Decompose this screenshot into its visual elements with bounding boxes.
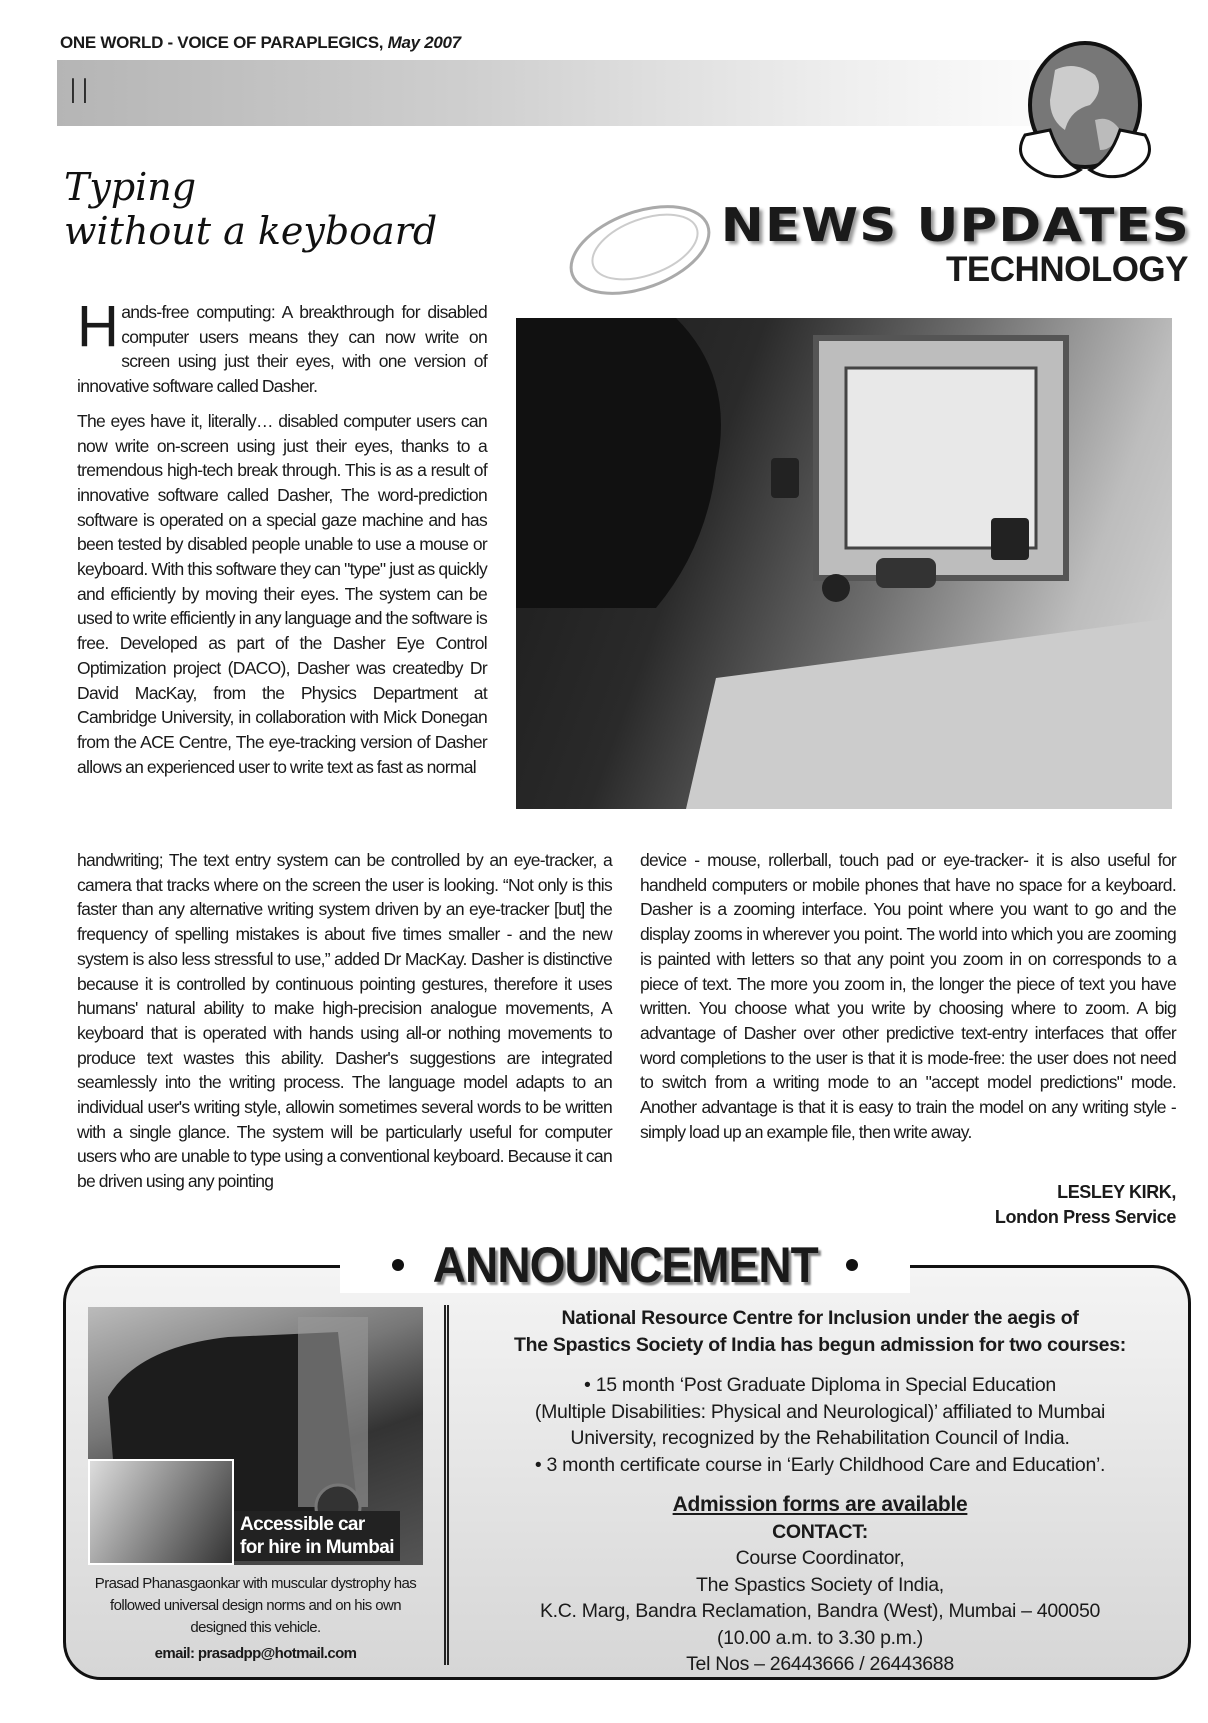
article-column-top-left xyxy=(77,294,487,789)
issue-date: May 2007 xyxy=(387,33,461,52)
announcement-heading-1: National Resource Centre for Inclusion under the aegis of xyxy=(561,1307,1079,1329)
course-1-line-2: (Multiple Disabilities: Physical and Neurological)’ affiliated to Mumbai xyxy=(534,1400,1106,1423)
article-column-bottom-left xyxy=(77,848,612,1204)
article-photo-eye-tracker xyxy=(516,318,1172,809)
column-divider xyxy=(444,1305,449,1665)
title-line-2: without a keyboard xyxy=(64,209,438,253)
course-announcement xyxy=(455,1305,1185,1678)
contact-email[interactable]: email: prasadpp@hotmail.com xyxy=(154,1645,357,1662)
body-paragraph-end: device - mouse, rollerball, touch pad or eye-tracker- it is also useful for handheld computers or mobile phones that have no space for a keyboard. Dasher is a zooming interface. You point where you want to go and the display zooms in wherever you point. The world into which you are zooming is painted with letters so that any point you zoom in on corresponds to a piece of text. The more you zoom in, the longer the piece of text you have written. You choose what you write by choosing where to zoom. A big advantage of Dasher over other predictive text-entry interfaces that offer word completions to the user is that it is mode-free: the user does not need to switch from a writing mode to an "accept model predictions" mode. Another advantage is that it is easy to train the model on any writing style - simply load up an example file, then write away. xyxy=(640,850,1176,1142)
header-band xyxy=(57,60,1097,126)
article-column-bottom-right xyxy=(640,848,1176,1154)
accessible-car-photo xyxy=(88,1307,423,1565)
drop-cap: H xyxy=(77,294,119,359)
publication-name: ONE WORLD - VOICE OF PARAPLEGICS, xyxy=(60,33,384,52)
bullet-dot-icon xyxy=(392,1259,404,1271)
byline xyxy=(995,1180,1176,1230)
announcement-heading-2: The Spastics Society of India has begun admission for two courses: xyxy=(514,1333,1126,1356)
body-paragraph-continued: handwriting; The text entry system can be controlled by an eye-tracker, a camera that tracks where on the screen the user is looking. “Not only is this faster than any alternative writing system driven by an eye-tracker [but] the frequency of spelling mistakes is about five times smaller - and the new system is also less stressful to use,” added Dr MacKay. Dasher is distinctive because it is controlled by continuous pointing gestures, therefore it uses humans' natural ability to make high-precision analogue movements, A keyboard that is operated with hands using all-or nothing movements to produce text wastes this ability. Dasher's suggestions are integrated seamlessly into the writing process. The language model adapts to an individual user's writing style, allowin sometimes several words to be written with a single glance. The system will be particularly useful for computer users who are unable to type using a conventional keyboard. Because it can be driven using any pointing xyxy=(77,850,612,1192)
bullet-dot-icon xyxy=(846,1259,858,1271)
masthead xyxy=(60,33,461,53)
body-paragraph: The eyes have it, literally… disabled computer users can now write on-screen using just their eyes, thanks to a tremendous high-tech break through. This is as a result of innovative software called Dasher, The word-prediction software is operated on a special gaze machine and has been tested by disabled people unable to use a mouse or keyboard. With this software they can "type" just as quickly and efficiently by moving their eyes. The system can be used to write efficiently in any language and the software is free. Developed as part of the Dasher Eye Control Optimization project (DACO), Dasher was createdby Dr David MacKay, from the Physics Department at Cambridge University, in collaboration with Mick Donegan from the ACE Centre, The eye-tracking version of Dasher allows an experienced user to write text as fast as normal xyxy=(77,410,487,777)
contact-line-2: The Spastics Society of India, xyxy=(696,1573,944,1596)
announcement-header xyxy=(340,1237,910,1293)
admission-forms-notice: Admission forms are available xyxy=(672,1493,968,1516)
office-hours: (10.00 a.m. to 3.30 p.m.) xyxy=(716,1626,924,1649)
intro-text: ands-free computing: A breakthrough for disabled computer users means they can now write on screen using just their eyes, with one version of innovative software called Dasher. xyxy=(77,302,487,397)
article-title xyxy=(64,165,437,253)
globe-hands-logo xyxy=(1000,40,1170,190)
agency: London Press Service xyxy=(994,1207,1176,1227)
caption-line-2: for hire in Mumbai xyxy=(240,1537,394,1558)
course-1-line-3: University, recognized by the Rehabilitation Council of India. xyxy=(570,1427,1070,1449)
section-label: TECHNOLOGY xyxy=(946,250,1188,289)
page-number: II xyxy=(68,72,93,112)
man-at-monitor-image xyxy=(516,318,1172,809)
course-2: • 3 month certificate course in ‘Early Childhood Care and Education’. xyxy=(534,1453,1106,1476)
contact-label: CONTACT: xyxy=(772,1520,868,1543)
photo-caption xyxy=(234,1511,400,1561)
car-description xyxy=(88,1573,423,1665)
announcement-title: ANNOUNCEMENT xyxy=(432,1237,818,1293)
phone-numbers: Tel Nos – 26443666 / 26443688 xyxy=(686,1653,954,1675)
wheelchair-inset-photo xyxy=(88,1459,234,1565)
course-1-line-1: • 15 month ‘Post Graduate Diploma in Special Education xyxy=(584,1374,1056,1396)
contact-address: K.C. Marg, Bandra Reclamation, Bandra (West), Mumbai – 400050 xyxy=(539,1600,1101,1622)
author: LESLEY KIRK, xyxy=(1057,1182,1176,1202)
news-updates-logo: NEWS UPDATES xyxy=(720,198,1190,252)
intro-paragraph xyxy=(77,294,487,399)
contact-line-1: Course Coordinator, xyxy=(735,1547,905,1569)
caption-line-1: Accessible car xyxy=(240,1514,365,1535)
title-line-1: Typing xyxy=(64,165,197,209)
car-description-text: Prasad Phanasgaonkar with muscular dystrophy has followed universal design norms and on his own designed this vehicle. xyxy=(94,1575,417,1636)
